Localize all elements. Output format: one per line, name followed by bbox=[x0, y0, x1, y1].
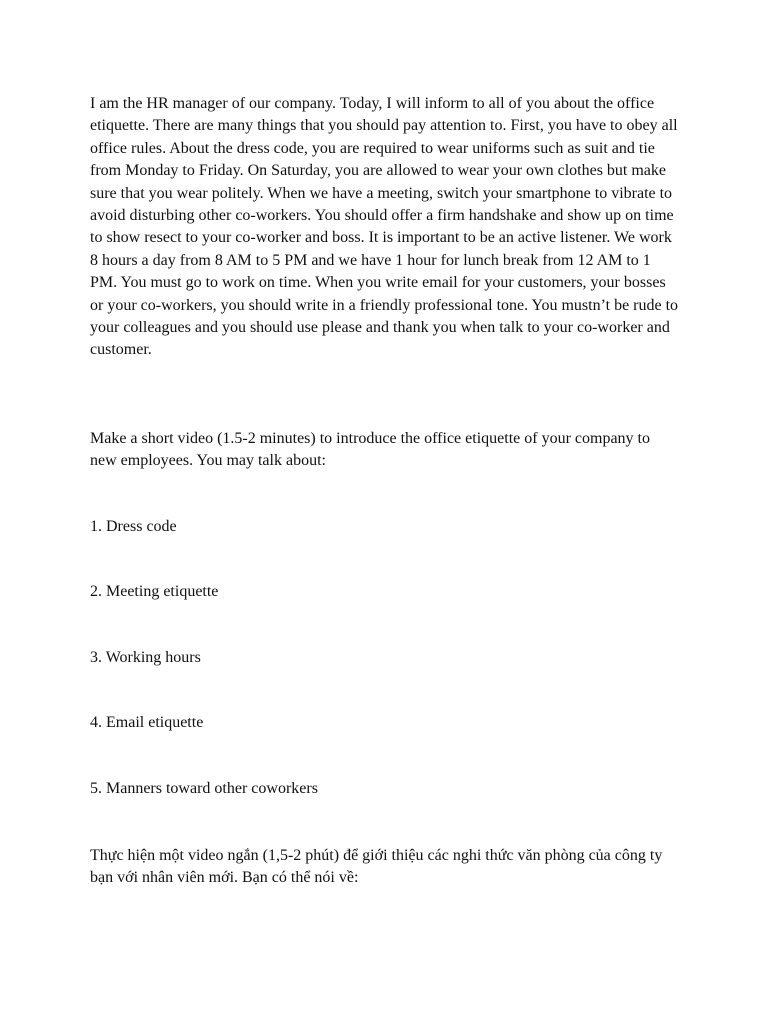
task-paragraph: Make a short video (1.5-2 minutes) to introduce the office etiquette of your company to new employees. You may talk about: bbox=[90, 430, 650, 470]
topic-item-dress-code: 1. Dress code bbox=[90, 518, 177, 535]
topic-item-meeting-etiquette: 2. Meeting etiquette bbox=[90, 583, 219, 600]
intro-paragraph: I am the HR manager of our company. Today, I will inform to all of you about the office etiquette. There are many things that you should pay attention to. First, you have to obey all office rules. About the dress code, you are required to wear uniforms such as suit and tie from Monday to Friday. On Saturday, you are allowed to wear your own clothes but make sure that you wear politely. When we have a meeting, switch your smartphone to vibrate to avoid disturbing other co-workers. You should offer a firm handshake and show up on time to show resect to your co-worker and boss. It is important to be an active listener. We work 8 hours a day from 8 AM to 5 PM and we have 1 hour for lunch break from 12 AM to 1 PM. You must go to work on time. When you write email for your customers, your bosses or your co-workers, you should write in a friendly professional tone. You mustn’t be rude to your colleagues and you should use please and thank you when talk to your co-worker and customer. bbox=[90, 95, 679, 359]
vietnamese-paragraph: Thực hiện một video ngắn (1,5-2 phút) để giới thiệu các nghi thức văn phòng của công ty bạn với nhân viên mới. Bạn có thể nói về: bbox=[90, 847, 663, 887]
topic-item-email-etiquette: 4. Email etiquette bbox=[90, 714, 204, 731]
topic-item-manners: 5. Manners toward other coworkers bbox=[90, 780, 318, 797]
topic-item-working-hours: 3. Working hours bbox=[90, 649, 201, 666]
